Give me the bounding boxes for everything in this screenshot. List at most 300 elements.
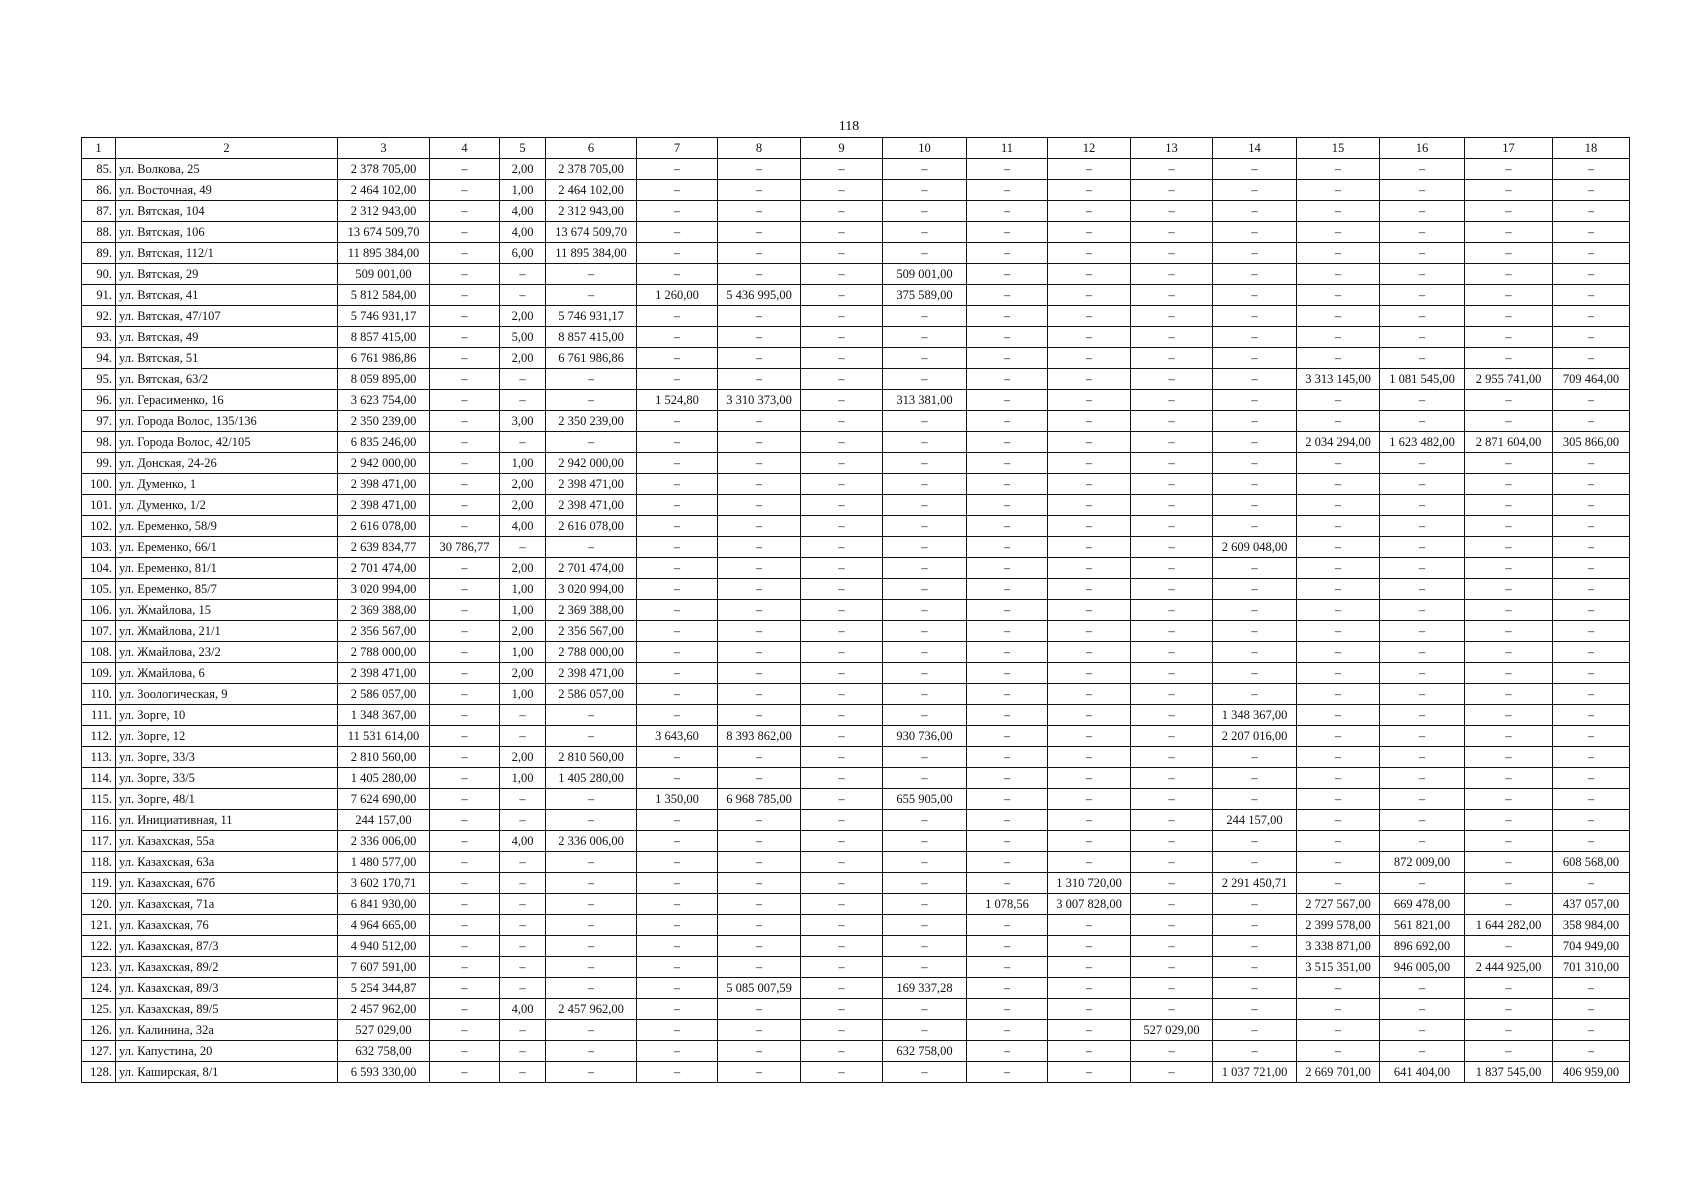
value-cell: – bbox=[637, 579, 718, 600]
value-cell: – bbox=[430, 978, 500, 999]
address-cell: ул. Города Волос, 42/105 bbox=[116, 432, 338, 453]
address-cell: ул. Зорге, 12 bbox=[116, 726, 338, 747]
value-cell: – bbox=[1048, 705, 1131, 726]
value-cell: – bbox=[1465, 663, 1553, 684]
value-cell: 244 157,00 bbox=[338, 810, 430, 831]
value-cell: – bbox=[1131, 495, 1213, 516]
value-cell: – bbox=[546, 894, 637, 915]
value-cell: – bbox=[1213, 684, 1297, 705]
value-cell: – bbox=[1213, 474, 1297, 495]
value-cell: – bbox=[1380, 411, 1465, 432]
value-cell: – bbox=[637, 684, 718, 705]
value-cell: – bbox=[500, 894, 546, 915]
value-cell: – bbox=[801, 831, 883, 852]
row-number: 98. bbox=[82, 432, 116, 453]
row-number: 112. bbox=[82, 726, 116, 747]
value-cell: – bbox=[546, 1020, 637, 1041]
row-number: 113. bbox=[82, 747, 116, 768]
value-cell: – bbox=[637, 747, 718, 768]
address-cell: ул. Вятская, 49 bbox=[116, 327, 338, 348]
value-cell: 701 310,00 bbox=[1553, 957, 1630, 978]
value-cell: – bbox=[1465, 348, 1553, 369]
value-cell: 4,00 bbox=[500, 831, 546, 852]
value-cell: – bbox=[1380, 201, 1465, 222]
value-cell: – bbox=[1213, 999, 1297, 1020]
value-cell: – bbox=[546, 978, 637, 999]
value-cell: – bbox=[1131, 327, 1213, 348]
row-number: 122. bbox=[82, 936, 116, 957]
value-cell: – bbox=[801, 201, 883, 222]
value-cell: – bbox=[1213, 285, 1297, 306]
table-row bbox=[82, 1062, 1630, 1083]
table-row bbox=[82, 285, 1630, 306]
address-cell: ул. Еременко, 66/1 bbox=[116, 537, 338, 558]
value-cell: – bbox=[967, 915, 1048, 936]
value-cell: – bbox=[1380, 327, 1465, 348]
value-cell: 2 457 962,00 bbox=[338, 999, 430, 1020]
value-cell: – bbox=[718, 747, 801, 768]
table-row bbox=[82, 327, 1630, 348]
value-cell: – bbox=[1297, 579, 1380, 600]
value-cell: – bbox=[883, 495, 967, 516]
address-cell: ул. Казахская, 55а bbox=[116, 831, 338, 852]
value-cell: – bbox=[1553, 579, 1630, 600]
value-cell: – bbox=[1131, 306, 1213, 327]
value-cell: 1,00 bbox=[500, 642, 546, 663]
value-cell: 2 788 000,00 bbox=[338, 642, 430, 663]
value-cell: 4,00 bbox=[500, 999, 546, 1020]
value-cell: – bbox=[1048, 537, 1131, 558]
value-cell: 4 940 512,00 bbox=[338, 936, 430, 957]
value-cell: 6 761 986,86 bbox=[546, 348, 637, 369]
value-cell: 2 398 471,00 bbox=[546, 474, 637, 495]
value-cell: – bbox=[1131, 1041, 1213, 1062]
table-row bbox=[82, 957, 1630, 978]
value-cell: – bbox=[718, 600, 801, 621]
value-cell: – bbox=[1465, 684, 1553, 705]
value-cell: – bbox=[1553, 474, 1630, 495]
value-cell: 669 478,00 bbox=[1380, 894, 1465, 915]
value-cell: – bbox=[801, 390, 883, 411]
value-cell: 6 761 986,86 bbox=[338, 348, 430, 369]
value-cell: – bbox=[1465, 327, 1553, 348]
value-cell: – bbox=[1465, 243, 1553, 264]
value-cell: 4,00 bbox=[500, 201, 546, 222]
value-cell: – bbox=[1048, 642, 1131, 663]
value-cell: – bbox=[1213, 306, 1297, 327]
value-cell: 2 464 102,00 bbox=[546, 180, 637, 201]
value-cell: – bbox=[637, 537, 718, 558]
value-cell: – bbox=[883, 600, 967, 621]
value-cell: – bbox=[883, 894, 967, 915]
value-cell: – bbox=[1213, 768, 1297, 789]
value-cell: – bbox=[1048, 1020, 1131, 1041]
value-cell: – bbox=[718, 432, 801, 453]
value-cell: – bbox=[718, 1020, 801, 1041]
value-cell: – bbox=[967, 474, 1048, 495]
value-cell: – bbox=[1213, 1041, 1297, 1062]
value-cell: – bbox=[1465, 747, 1553, 768]
value-cell: 3 643,60 bbox=[637, 726, 718, 747]
value-cell: – bbox=[1465, 873, 1553, 894]
column-header: 18 bbox=[1553, 138, 1630, 159]
table-row bbox=[82, 453, 1630, 474]
value-cell: – bbox=[546, 873, 637, 894]
value-cell: – bbox=[1213, 348, 1297, 369]
value-cell: – bbox=[1048, 1062, 1131, 1083]
value-cell: – bbox=[801, 411, 883, 432]
value-cell: 2 336 006,00 bbox=[546, 831, 637, 852]
table-header-row bbox=[82, 138, 1630, 159]
value-cell: – bbox=[1048, 453, 1131, 474]
value-cell: – bbox=[1380, 621, 1465, 642]
value-cell: 2 312 943,00 bbox=[546, 201, 637, 222]
address-cell: ул. Казахская, 67б bbox=[116, 873, 338, 894]
value-cell: – bbox=[1048, 1041, 1131, 1062]
value-cell: 13 674 509,70 bbox=[338, 222, 430, 243]
value-cell: – bbox=[637, 978, 718, 999]
value-cell: – bbox=[967, 852, 1048, 873]
value-cell: – bbox=[1465, 768, 1553, 789]
value-cell: – bbox=[1048, 411, 1131, 432]
value-cell: – bbox=[883, 642, 967, 663]
value-cell: – bbox=[1048, 495, 1131, 516]
value-cell: – bbox=[718, 810, 801, 831]
value-cell: – bbox=[1297, 1041, 1380, 1062]
value-cell: – bbox=[1380, 747, 1465, 768]
value-cell: – bbox=[430, 873, 500, 894]
table-row bbox=[82, 579, 1630, 600]
table-row bbox=[82, 852, 1630, 873]
value-cell: – bbox=[430, 1020, 500, 1041]
value-cell: – bbox=[1048, 285, 1131, 306]
value-cell: 709 464,00 bbox=[1553, 369, 1630, 390]
address-cell: ул. Вятская, 47/107 bbox=[116, 306, 338, 327]
value-cell: – bbox=[1131, 201, 1213, 222]
value-cell: – bbox=[430, 810, 500, 831]
row-number: 126. bbox=[82, 1020, 116, 1041]
value-cell: 11 895 384,00 bbox=[338, 243, 430, 264]
value-cell: – bbox=[637, 999, 718, 1020]
value-cell: 655 905,00 bbox=[883, 789, 967, 810]
column-header: 8 bbox=[718, 138, 801, 159]
value-cell: – bbox=[1131, 894, 1213, 915]
value-cell: – bbox=[500, 873, 546, 894]
value-cell: – bbox=[546, 957, 637, 978]
value-cell: – bbox=[1131, 537, 1213, 558]
address-cell: ул. Казахская, 63а bbox=[116, 852, 338, 873]
column-header: 6 bbox=[546, 138, 637, 159]
value-cell: – bbox=[546, 369, 637, 390]
value-cell: – bbox=[1465, 558, 1553, 579]
value-cell: – bbox=[967, 789, 1048, 810]
value-cell: – bbox=[1380, 999, 1465, 1020]
value-cell: – bbox=[637, 705, 718, 726]
table-row bbox=[82, 348, 1630, 369]
table-row bbox=[82, 411, 1630, 432]
value-cell: – bbox=[801, 999, 883, 1020]
value-cell: 11 531 614,00 bbox=[338, 726, 430, 747]
value-cell: – bbox=[883, 306, 967, 327]
table-row bbox=[82, 705, 1630, 726]
value-cell: – bbox=[500, 705, 546, 726]
value-cell: – bbox=[883, 831, 967, 852]
row-number: 103. bbox=[82, 537, 116, 558]
value-cell: – bbox=[967, 810, 1048, 831]
value-cell: 1 260,00 bbox=[637, 285, 718, 306]
value-cell: – bbox=[1553, 621, 1630, 642]
value-cell: 946 005,00 bbox=[1380, 957, 1465, 978]
value-cell: – bbox=[1297, 684, 1380, 705]
value-cell: – bbox=[637, 873, 718, 894]
value-cell: – bbox=[637, 621, 718, 642]
value-cell: – bbox=[1380, 453, 1465, 474]
value-cell: – bbox=[637, 558, 718, 579]
table-row bbox=[82, 1041, 1630, 1062]
value-cell: – bbox=[1465, 642, 1553, 663]
row-number: 128. bbox=[82, 1062, 116, 1083]
value-cell: – bbox=[1553, 306, 1630, 327]
value-cell: – bbox=[718, 453, 801, 474]
value-cell: – bbox=[500, 978, 546, 999]
value-cell: 5 254 344,87 bbox=[338, 978, 430, 999]
row-number: 87. bbox=[82, 201, 116, 222]
value-cell: – bbox=[801, 264, 883, 285]
value-cell: 2,00 bbox=[500, 621, 546, 642]
table-row bbox=[82, 999, 1630, 1020]
value-cell: – bbox=[637, 1062, 718, 1083]
value-cell: – bbox=[546, 390, 637, 411]
value-cell: – bbox=[546, 537, 637, 558]
value-cell: – bbox=[718, 663, 801, 684]
address-cell: ул. Донская, 24-26 bbox=[116, 453, 338, 474]
value-cell: 1,00 bbox=[500, 600, 546, 621]
value-cell: 561 821,00 bbox=[1380, 915, 1465, 936]
value-cell: – bbox=[1465, 390, 1553, 411]
value-cell: – bbox=[1465, 705, 1553, 726]
value-cell: – bbox=[1213, 978, 1297, 999]
value-cell: 2 586 057,00 bbox=[338, 684, 430, 705]
value-cell: – bbox=[430, 390, 500, 411]
value-cell: 3 515 351,00 bbox=[1297, 957, 1380, 978]
value-cell: – bbox=[1131, 621, 1213, 642]
value-cell: – bbox=[430, 705, 500, 726]
value-cell: – bbox=[1380, 978, 1465, 999]
value-cell: – bbox=[801, 1020, 883, 1041]
value-cell: – bbox=[1048, 369, 1131, 390]
value-cell: – bbox=[1048, 201, 1131, 222]
value-cell: – bbox=[1131, 285, 1213, 306]
value-cell: 2 369 388,00 bbox=[338, 600, 430, 621]
value-cell: – bbox=[1131, 684, 1213, 705]
value-cell: 632 758,00 bbox=[883, 1041, 967, 1062]
value-cell: 1 837 545,00 bbox=[1465, 1062, 1553, 1083]
value-cell: – bbox=[1213, 642, 1297, 663]
value-cell: – bbox=[1048, 852, 1131, 873]
value-cell: – bbox=[1465, 474, 1553, 495]
column-header: 1 bbox=[82, 138, 116, 159]
row-number: 123. bbox=[82, 957, 116, 978]
value-cell: – bbox=[1297, 642, 1380, 663]
value-cell: 2,00 bbox=[500, 159, 546, 180]
value-cell: 5 436 995,00 bbox=[718, 285, 801, 306]
column-header: 15 bbox=[1297, 138, 1380, 159]
value-cell: – bbox=[430, 159, 500, 180]
value-cell: – bbox=[801, 957, 883, 978]
page-number: 118 bbox=[838, 119, 860, 134]
value-cell: – bbox=[1297, 180, 1380, 201]
value-cell: – bbox=[1048, 789, 1131, 810]
value-cell: – bbox=[637, 453, 718, 474]
value-cell: – bbox=[718, 159, 801, 180]
value-cell: 1,00 bbox=[500, 180, 546, 201]
value-cell: – bbox=[1297, 537, 1380, 558]
value-cell: – bbox=[430, 999, 500, 1020]
value-cell: – bbox=[546, 936, 637, 957]
value-cell: – bbox=[718, 495, 801, 516]
value-cell: – bbox=[718, 222, 801, 243]
table-row bbox=[82, 516, 1630, 537]
table-row bbox=[82, 621, 1630, 642]
value-cell: 704 949,00 bbox=[1553, 936, 1630, 957]
value-cell: – bbox=[1213, 327, 1297, 348]
value-cell: – bbox=[967, 873, 1048, 894]
value-cell: – bbox=[1131, 705, 1213, 726]
value-cell: – bbox=[430, 663, 500, 684]
value-cell: – bbox=[430, 264, 500, 285]
value-cell: – bbox=[883, 915, 967, 936]
value-cell: – bbox=[718, 516, 801, 537]
value-cell: – bbox=[500, 390, 546, 411]
value-cell: – bbox=[1553, 600, 1630, 621]
value-cell: – bbox=[801, 936, 883, 957]
value-cell: – bbox=[1131, 411, 1213, 432]
value-cell: – bbox=[967, 642, 1048, 663]
value-cell: – bbox=[1048, 432, 1131, 453]
value-cell: – bbox=[637, 243, 718, 264]
value-cell: 2 356 567,00 bbox=[338, 621, 430, 642]
value-cell: – bbox=[883, 243, 967, 264]
value-cell: – bbox=[1048, 978, 1131, 999]
value-cell: 2 378 705,00 bbox=[546, 159, 637, 180]
value-cell: – bbox=[718, 894, 801, 915]
table-row bbox=[82, 726, 1630, 747]
value-cell: – bbox=[637, 201, 718, 222]
value-cell: – bbox=[1380, 348, 1465, 369]
value-cell: 5 812 584,00 bbox=[338, 285, 430, 306]
value-cell: – bbox=[883, 411, 967, 432]
value-cell: – bbox=[1465, 285, 1553, 306]
value-cell: – bbox=[883, 705, 967, 726]
value-cell: – bbox=[801, 327, 883, 348]
value-cell: – bbox=[1553, 684, 1630, 705]
value-cell: – bbox=[546, 1062, 637, 1083]
value-cell: – bbox=[1213, 432, 1297, 453]
table-row bbox=[82, 243, 1630, 264]
value-cell: – bbox=[967, 390, 1048, 411]
value-cell: – bbox=[430, 348, 500, 369]
value-cell: – bbox=[1048, 663, 1131, 684]
value-cell: – bbox=[1553, 642, 1630, 663]
row-number: 97. bbox=[82, 411, 116, 432]
value-cell: – bbox=[967, 999, 1048, 1020]
value-cell: – bbox=[967, 348, 1048, 369]
value-cell: – bbox=[1465, 1020, 1553, 1041]
column-header: 9 bbox=[801, 138, 883, 159]
address-cell: ул. Капустина, 20 bbox=[116, 1041, 338, 1062]
table-row bbox=[82, 663, 1630, 684]
value-cell: – bbox=[1131, 159, 1213, 180]
address-cell: ул. Казахская, 89/3 bbox=[116, 978, 338, 999]
value-cell: 1 037 721,00 bbox=[1213, 1062, 1297, 1083]
address-cell: ул. Еременко, 85/7 bbox=[116, 579, 338, 600]
value-cell: – bbox=[1553, 978, 1630, 999]
value-cell: 2 291 450,71 bbox=[1213, 873, 1297, 894]
value-cell: – bbox=[1465, 516, 1553, 537]
value-cell: – bbox=[967, 579, 1048, 600]
value-cell: – bbox=[1380, 726, 1465, 747]
address-cell: ул. Калинина, 32а bbox=[116, 1020, 338, 1041]
value-cell: – bbox=[1465, 579, 1553, 600]
value-cell: – bbox=[500, 285, 546, 306]
value-cell: – bbox=[967, 369, 1048, 390]
value-cell: 1 078,56 bbox=[967, 894, 1048, 915]
value-cell: – bbox=[430, 432, 500, 453]
value-cell: – bbox=[1213, 894, 1297, 915]
value-cell: – bbox=[1131, 390, 1213, 411]
row-number: 92. bbox=[82, 306, 116, 327]
value-cell: – bbox=[1297, 390, 1380, 411]
value-cell: – bbox=[801, 726, 883, 747]
value-cell: – bbox=[801, 894, 883, 915]
address-cell: ул. Жмайлова, 6 bbox=[116, 663, 338, 684]
value-cell: – bbox=[1131, 936, 1213, 957]
value-cell: – bbox=[1213, 1020, 1297, 1041]
value-cell: – bbox=[718, 831, 801, 852]
value-cell: 2 398 471,00 bbox=[546, 495, 637, 516]
value-cell: 2,00 bbox=[500, 558, 546, 579]
value-cell: – bbox=[718, 1062, 801, 1083]
value-cell: 2 586 057,00 bbox=[546, 684, 637, 705]
value-cell: – bbox=[1213, 264, 1297, 285]
row-number: 127. bbox=[82, 1041, 116, 1062]
value-cell: – bbox=[500, 810, 546, 831]
value-cell: – bbox=[1048, 516, 1131, 537]
value-cell: – bbox=[546, 852, 637, 873]
column-header: 7 bbox=[637, 138, 718, 159]
value-cell: – bbox=[1297, 999, 1380, 1020]
value-cell: 3 338 871,00 bbox=[1297, 936, 1380, 957]
value-cell: – bbox=[1213, 789, 1297, 810]
row-number: 108. bbox=[82, 642, 116, 663]
value-cell: – bbox=[801, 684, 883, 705]
value-cell: – bbox=[500, 1020, 546, 1041]
value-cell: – bbox=[1465, 537, 1553, 558]
value-cell: – bbox=[1297, 768, 1380, 789]
row-number: 95. bbox=[82, 369, 116, 390]
address-cell: ул. Казахская, 87/3 bbox=[116, 936, 338, 957]
value-cell: – bbox=[718, 474, 801, 495]
value-cell: – bbox=[1297, 474, 1380, 495]
value-cell: – bbox=[718, 768, 801, 789]
row-number: 100. bbox=[82, 474, 116, 495]
value-cell: – bbox=[718, 915, 801, 936]
table-row bbox=[82, 747, 1630, 768]
value-cell: – bbox=[1131, 432, 1213, 453]
value-cell: – bbox=[1380, 831, 1465, 852]
table-row bbox=[82, 495, 1630, 516]
value-cell: – bbox=[1048, 243, 1131, 264]
